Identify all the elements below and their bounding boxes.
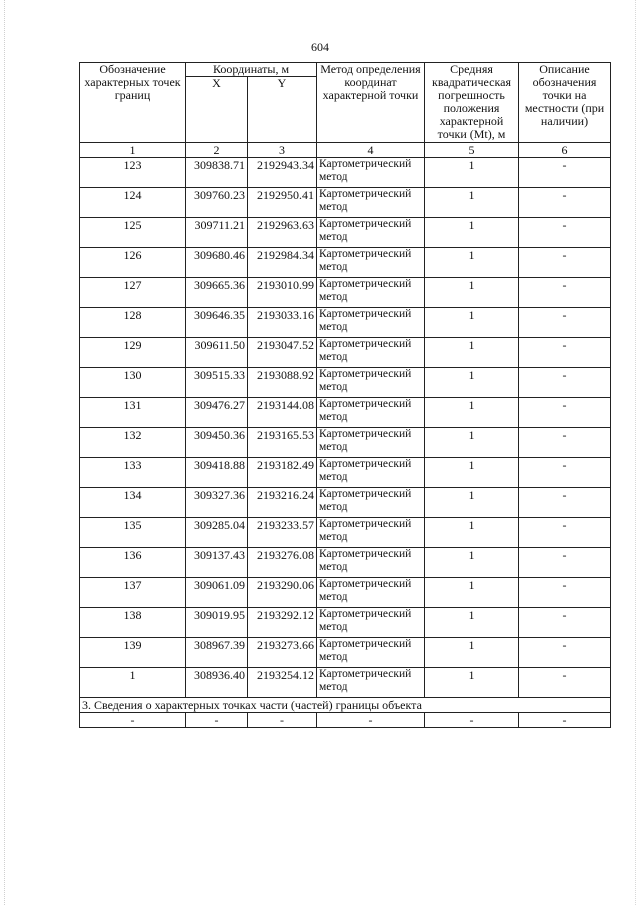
point-id-cell: 134 — [80, 488, 186, 518]
coord-x-cell: 309760.23 — [186, 188, 248, 218]
header-y: Y — [248, 77, 317, 143]
coord-x-cell: 309061.09 — [186, 578, 248, 608]
description-cell: - — [519, 488, 611, 518]
scan-edge-right — [629, 0, 636, 905]
column-number: 4 — [317, 143, 425, 158]
point-id-cell: 133 — [80, 458, 186, 488]
section-title: 3. Сведения о характерных точках части (частей) границы объекта — [80, 698, 611, 713]
table-row — [80, 608, 611, 638]
point-id-cell: 130 — [80, 368, 186, 398]
accuracy-cell: 1 — [425, 578, 519, 608]
description-cell: - — [519, 458, 611, 488]
description-cell: - — [519, 398, 611, 428]
column-number: 6 — [519, 143, 611, 158]
description-cell: - — [519, 518, 611, 548]
method-cell: Картометрический метод — [317, 668, 425, 698]
method-cell: Картометрический метод — [317, 458, 425, 488]
boundary-points-table — [79, 62, 611, 728]
table-row — [80, 188, 611, 218]
column-number: 5 — [425, 143, 519, 158]
method-cell: Картометрический метод — [317, 488, 425, 518]
coord-x-cell: 309450.36 — [186, 428, 248, 458]
coord-y-cell: 2192943.34 — [248, 158, 317, 188]
header-method: Метод определения координат характерной точки — [317, 63, 425, 143]
empty-data-row — [80, 713, 611, 728]
description-cell: - — [519, 308, 611, 338]
table-row — [80, 308, 611, 338]
point-id-cell: 136 — [80, 548, 186, 578]
table-row — [80, 218, 611, 248]
description-cell: - — [519, 578, 611, 608]
method-cell: Картометрический метод — [317, 308, 425, 338]
empty-cell: - — [519, 713, 611, 728]
coord-y-cell: 2193010.99 — [248, 278, 317, 308]
coord-y-cell: 2193292.12 — [248, 608, 317, 638]
description-cell: - — [519, 428, 611, 458]
coord-y-cell: 2193273.66 — [248, 638, 317, 668]
coord-x-cell: 309137.43 — [186, 548, 248, 578]
coord-x-cell: 309327.36 — [186, 488, 248, 518]
description-cell: - — [519, 368, 611, 398]
accuracy-cell: 1 — [425, 158, 519, 188]
point-id-cell: 125 — [80, 218, 186, 248]
table-row — [80, 668, 611, 698]
header-coordinates: Координаты, м — [186, 63, 317, 77]
table-row — [80, 548, 611, 578]
point-id-cell: 131 — [80, 398, 186, 428]
description-cell: - — [519, 158, 611, 188]
point-id-cell: 127 — [80, 278, 186, 308]
coord-y-cell: 2193233.57 — [248, 518, 317, 548]
table-row — [80, 398, 611, 428]
coord-y-cell: 2193144.08 — [248, 398, 317, 428]
method-cell: Картометрический метод — [317, 368, 425, 398]
description-cell: - — [519, 668, 611, 698]
accuracy-cell: 1 — [425, 248, 519, 278]
method-cell: Картометрический метод — [317, 548, 425, 578]
header-x: X — [186, 77, 248, 143]
description-cell: - — [519, 188, 611, 218]
accuracy-cell: 1 — [425, 638, 519, 668]
table-row — [80, 488, 611, 518]
accuracy-cell: 1 — [425, 458, 519, 488]
column-number: 1 — [80, 143, 186, 158]
description-cell: - — [519, 218, 611, 248]
coord-y-cell: 2193165.53 — [248, 428, 317, 458]
section-title-row — [80, 698, 611, 713]
coord-x-cell: 309646.35 — [186, 308, 248, 338]
coord-y-cell: 2192950.41 — [248, 188, 317, 218]
accuracy-cell: 1 — [425, 368, 519, 398]
method-cell: Картометрический метод — [317, 218, 425, 248]
point-id-cell: 123 — [80, 158, 186, 188]
point-id-cell: 137 — [80, 578, 186, 608]
point-id-cell: 138 — [80, 608, 186, 638]
method-cell: Картометрический метод — [317, 158, 425, 188]
method-cell: Картометрический метод — [317, 188, 425, 218]
description-cell: - — [519, 278, 611, 308]
method-cell: Картометрический метод — [317, 428, 425, 458]
coord-x-cell: 308967.39 — [186, 638, 248, 668]
description-cell: - — [519, 338, 611, 368]
point-id-cell: 139 — [80, 638, 186, 668]
accuracy-cell: 1 — [425, 188, 519, 218]
coord-x-cell: 309665.36 — [186, 278, 248, 308]
table-row — [80, 458, 611, 488]
method-cell: Картометрический метод — [317, 578, 425, 608]
accuracy-cell: 1 — [425, 488, 519, 518]
table-row — [80, 578, 611, 608]
accuracy-cell: 1 — [425, 608, 519, 638]
coord-y-cell: 2193088.92 — [248, 368, 317, 398]
method-cell: Картометрический метод — [317, 608, 425, 638]
coord-y-cell: 2192984.34 — [248, 248, 317, 278]
accuracy-cell: 1 — [425, 548, 519, 578]
description-cell: - — [519, 608, 611, 638]
table-row — [80, 368, 611, 398]
point-id-cell: 129 — [80, 338, 186, 368]
coord-x-cell: 308936.40 — [186, 668, 248, 698]
accuracy-cell: 1 — [425, 668, 519, 698]
coord-y-cell: 2193182.49 — [248, 458, 317, 488]
table-row — [80, 278, 611, 308]
accuracy-cell: 1 — [425, 518, 519, 548]
table-row — [80, 428, 611, 458]
empty-cell: - — [317, 713, 425, 728]
empty-cell: - — [80, 713, 186, 728]
coord-x-cell: 309285.04 — [186, 518, 248, 548]
page-number: 604 — [311, 40, 329, 54]
coord-y-cell: 2193033.16 — [248, 308, 317, 338]
empty-cell: - — [425, 713, 519, 728]
method-cell: Картометрический метод — [317, 248, 425, 278]
empty-cell: - — [186, 713, 248, 728]
coord-y-cell: 2192963.63 — [248, 218, 317, 248]
accuracy-cell: 1 — [425, 308, 519, 338]
header-description: Описание обозначения точки на местности (при наличии) — [519, 63, 611, 143]
header-accuracy: Средняя квадратическая погрешность положения характерной точки (Mt), м — [425, 63, 519, 143]
coord-x-cell: 309019.95 — [186, 608, 248, 638]
coord-y-cell: 2193290.06 — [248, 578, 317, 608]
method-cell: Картометрический метод — [317, 518, 425, 548]
point-id-cell: 128 — [80, 308, 186, 338]
coord-y-cell: 2193254.12 — [248, 668, 317, 698]
table-row — [80, 638, 611, 668]
coord-x-cell: 309418.88 — [186, 458, 248, 488]
column-number: 2 — [186, 143, 248, 158]
method-cell: Картометрический метод — [317, 338, 425, 368]
coord-x-cell: 309611.50 — [186, 338, 248, 368]
coord-x-cell: 309476.27 — [186, 398, 248, 428]
empty-cell: - — [248, 713, 317, 728]
accuracy-cell: 1 — [425, 218, 519, 248]
accuracy-cell: 1 — [425, 338, 519, 368]
method-cell: Картометрический метод — [317, 638, 425, 668]
method-cell: Картометрический метод — [317, 278, 425, 308]
description-cell: - — [519, 548, 611, 578]
description-cell: - — [519, 248, 611, 278]
coord-x-cell: 309838.71 — [186, 158, 248, 188]
method-cell: Картометрический метод — [317, 398, 425, 428]
coord-y-cell: 2193047.52 — [248, 338, 317, 368]
point-id-cell: 126 — [80, 248, 186, 278]
coord-x-cell: 309515.33 — [186, 368, 248, 398]
table-row — [80, 518, 611, 548]
coord-y-cell: 2193276.08 — [248, 548, 317, 578]
coord-x-cell: 309680.46 — [186, 248, 248, 278]
point-id-cell: 1 — [80, 668, 186, 698]
table-row — [80, 158, 611, 188]
coord-y-cell: 2193216.24 — [248, 488, 317, 518]
coord-x-cell: 309711.21 — [186, 218, 248, 248]
column-numbers-row — [80, 143, 611, 158]
column-number: 3 — [248, 143, 317, 158]
point-id-cell: 135 — [80, 518, 186, 548]
accuracy-cell: 1 — [425, 278, 519, 308]
accuracy-cell: 1 — [425, 428, 519, 458]
table-row — [80, 248, 611, 278]
point-id-cell: 124 — [80, 188, 186, 218]
header-point: Обозначение характерных точек границ — [80, 63, 186, 143]
point-id-cell: 132 — [80, 428, 186, 458]
scan-edge-left — [4, 0, 11, 905]
accuracy-cell: 1 — [425, 398, 519, 428]
description-cell: - — [519, 638, 611, 668]
table-row — [80, 338, 611, 368]
